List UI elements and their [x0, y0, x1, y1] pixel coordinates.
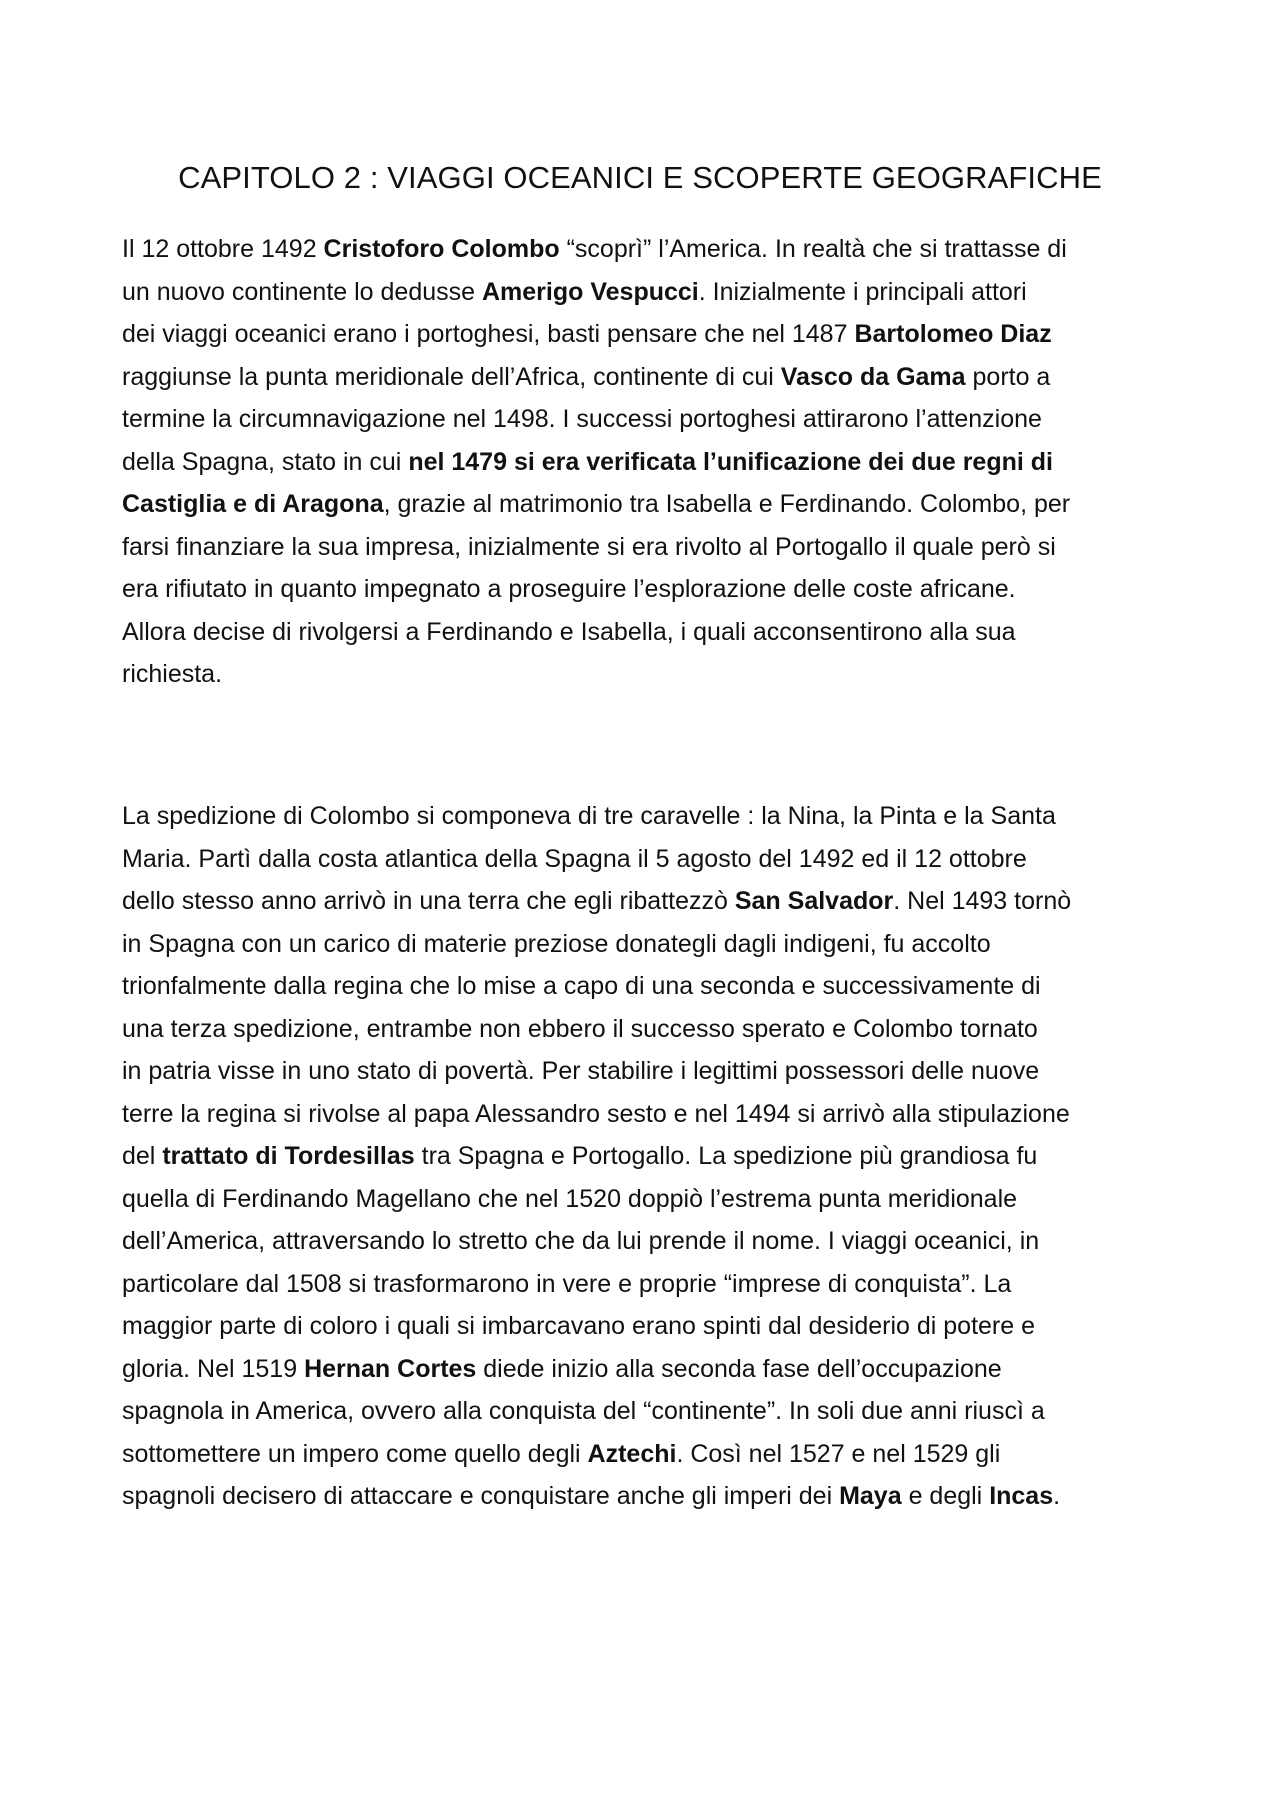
bold-text: Vasco da Gama — [780, 362, 966, 391]
bold-text: Hernan Cortes — [304, 1354, 477, 1383]
text-line — [122, 923, 1172, 966]
bold-text: trattato di Tordesillas — [162, 1142, 415, 1170]
text-run: farsi finanziare la sua impresa, inizialmente si era rivolto al Portogallo il quale però si — [122, 532, 1056, 561]
text-run: particolare dal 1508 si trasformarono in vere e proprie “imprese di conquista”. La — [122, 1269, 1012, 1298]
text-line — [122, 1008, 1172, 1051]
text-line — [122, 795, 1172, 838]
text-line — [122, 880, 1172, 923]
text-line — [122, 271, 1172, 314]
text-line — [122, 356, 1172, 399]
text-run: dei viaggi oceanici erano i portoghesi, basti pensare che nel 1487 — [122, 320, 855, 348]
text-line — [122, 653, 1172, 696]
bold-text: Maya — [839, 1482, 902, 1510]
text-run: maggior parte di coloro i quali si imbarcavano erano spinti dal desiderio di potere e — [122, 1312, 1036, 1340]
text-run: dell’America, attraversando lo stretto che da lui prende il nome. I viaggi oceanici, in — [122, 1227, 1040, 1255]
text-line — [122, 483, 1172, 526]
text-run: , grazie al matrimonio tra Isabella e Ferdinando. Colombo, per — [383, 490, 1071, 518]
bold-text: Cristoforo Colombo — [323, 235, 560, 263]
text-run: raggiunse la punta meridionale dell’Africa, continente di cui — [122, 362, 781, 391]
bold-text: San Salvador — [734, 887, 894, 915]
bold-text: Castiglia e di Aragona — [122, 490, 384, 518]
bold-text: Bartolomeo Diaz — [854, 320, 1052, 348]
text-line — [122, 1433, 1172, 1476]
text-line — [122, 1390, 1172, 1433]
text-run: Maria. Partì dalla costa atlantica della Spagna il 5 agosto del 1492 ed il 12 ottobre — [122, 844, 1027, 873]
text-run: e degli — [901, 1482, 990, 1510]
text-run: era rifiutato in quanto impegnato a proseguire l’esplorazione delle coste africane. — [122, 575, 1016, 603]
text-run: diede inizio alla seconda fase dell’occupazione — [476, 1354, 1002, 1383]
text-run: dello stesso anno arrivò in una terra che egli ribattezzò — [122, 887, 735, 915]
text-run: Allora decise di rivolgersi a Ferdinando e Isabella, i quali acconsentirono alla sua — [122, 617, 1016, 646]
text-line — [122, 1093, 1172, 1136]
text-line — [122, 526, 1172, 569]
text-run: richiesta. — [122, 660, 223, 688]
text-line — [122, 1475, 1172, 1518]
bold-text: Incas — [989, 1482, 1054, 1510]
text-run: in Spagna con un carico di materie preziose donategli dagli indigeni, fu accolto — [122, 929, 991, 958]
text-run: spagnola in America, ovvero alla conquista del “continente”. In soli due anni riuscì a — [122, 1397, 1045, 1425]
text-run: una terza spedizione, entrambe non ebbero il successo sperato e Colombo tornato — [122, 1014, 1038, 1043]
text-run: tra Spagna e Portogallo. La spedizione più grandiosa fu — [414, 1142, 1038, 1170]
text-run: in patria visse in uno stato di povertà. Per stabilire i legittimi possessori delle nuove — [122, 1057, 1040, 1085]
text-run: del — [122, 1142, 163, 1170]
paragraph-2 — [122, 795, 1172, 1518]
text-line — [122, 611, 1172, 654]
text-line — [122, 965, 1172, 1008]
text-line — [122, 313, 1172, 356]
text-line — [122, 1220, 1172, 1263]
bold-text: nel 1479 si era verificata l’unificazione dei due regni di — [408, 447, 1053, 476]
text-run: . Nel 1493 tornò — [893, 887, 1072, 915]
text-run: . Inizialmente i principali attori — [698, 277, 1027, 306]
text-line — [122, 1135, 1172, 1178]
text-run: terre la regina si rivolse al papa Alessandro sesto e nel 1494 si arrivò alla stipulazione — [122, 1099, 1070, 1128]
text-run: termine la circumnavigazione nel 1498. I successi portoghesi attirarono l’attenzione — [122, 405, 1042, 433]
text-line — [122, 1178, 1172, 1221]
text-run: Il 12 ottobre 1492 — [122, 235, 324, 263]
text-run: gloria. Nel 1519 — [122, 1354, 305, 1383]
chapter-title: CAPITOLO 2 : VIAGGI OCEANICI E SCOPERTE GEOGRAFICHE — [178, 160, 1102, 195]
text-run: “scoprì” l’America. In realtà che si trattasse di — [559, 235, 1067, 263]
text-run: sottomettere un impero come quello degli — [122, 1439, 588, 1468]
text-run: . Così nel 1527 e nel 1529 gli — [676, 1439, 1001, 1468]
text-run: La spedizione di Colombo si componeva di tre caravelle : la Nina, la Pinta e la Santa — [122, 802, 1056, 830]
bold-text: Amerigo Vespucci — [482, 277, 699, 306]
paragraph-1 — [122, 228, 1172, 696]
text-run: trionfalmente dalla regina che lo mise a capo di una seconda e successivamente di — [122, 972, 1041, 1000]
text-run: spagnoli decisero di attaccare e conquistare anche gli imperi dei — [122, 1482, 840, 1510]
text-line — [122, 1050, 1172, 1093]
text-run: porto a — [965, 362, 1051, 391]
text-line — [122, 228, 1172, 271]
text-run: . — [1053, 1482, 1061, 1510]
text-line — [122, 398, 1172, 441]
text-line — [122, 838, 1172, 881]
text-line — [122, 568, 1172, 611]
text-line — [122, 441, 1172, 484]
text-line — [122, 1305, 1172, 1348]
text-line — [122, 1348, 1172, 1391]
text-run: un nuovo continente lo dedusse — [122, 277, 482, 306]
bold-text: Aztechi — [587, 1439, 677, 1468]
text-line — [122, 1263, 1172, 1306]
text-run: della Spagna, stato in cui — [122, 447, 409, 476]
text-run: quella di Ferdinando Magellano che nel 1520 doppiò l’estrema punta meridionale — [122, 1184, 1018, 1213]
